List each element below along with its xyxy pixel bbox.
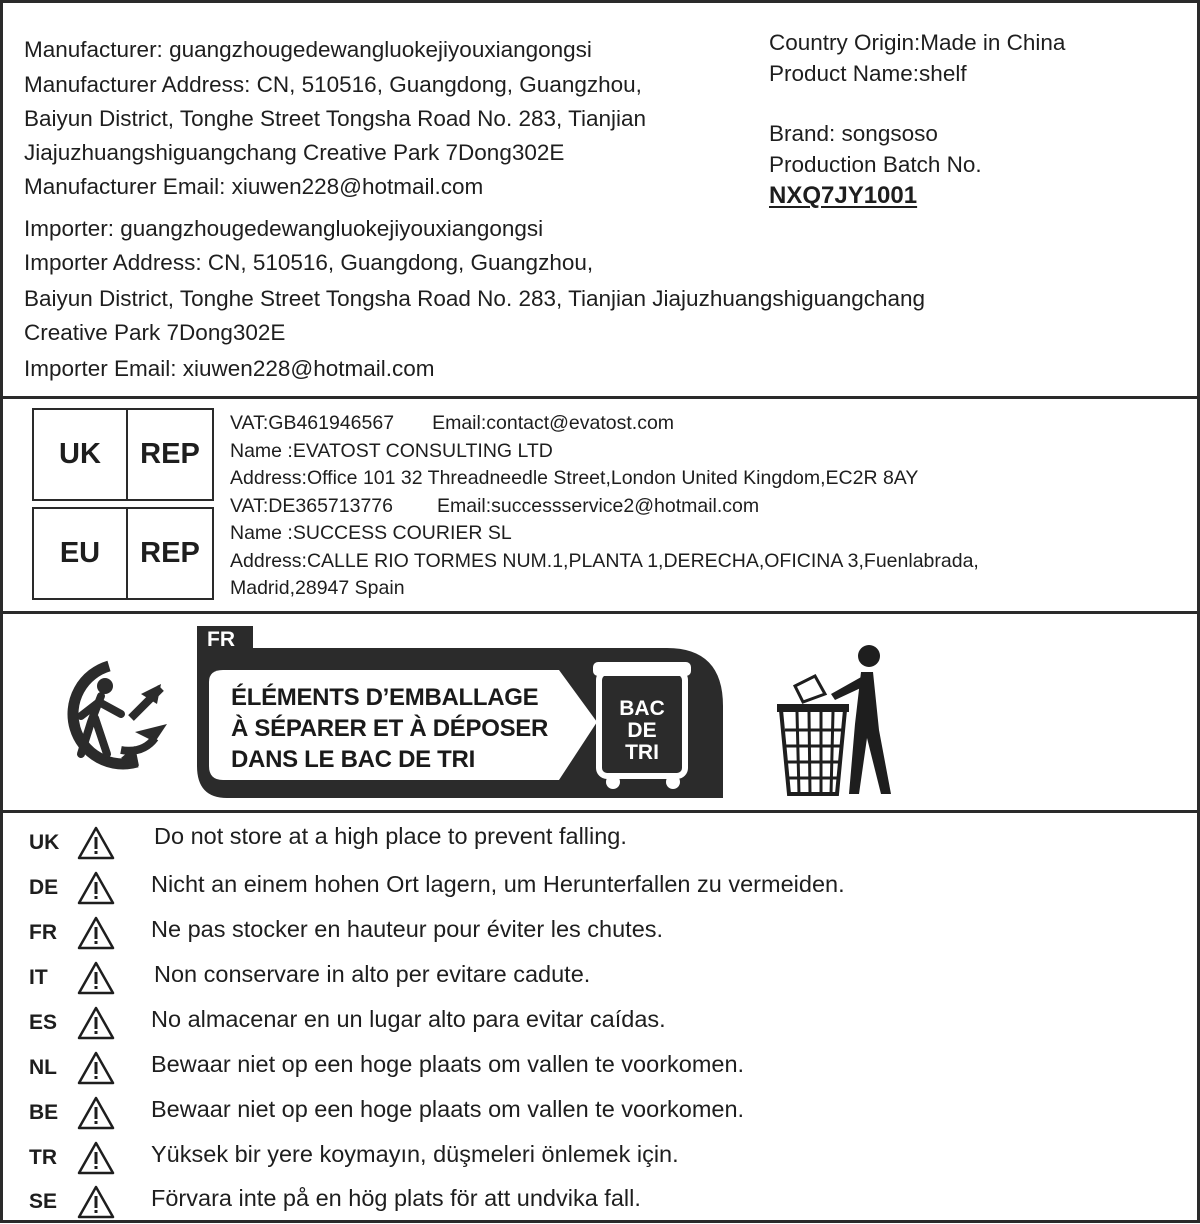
manufacturer-address-line: Baiyun District, Tonghe Street Tongsha Road No. 283, Tianjian [24, 106, 647, 131]
importer-address-line: Baiyun District, Tonghe Street Tongsha Road No. 283, Tianjian Jiajuzhuangshiguangchang [24, 286, 926, 311]
manufacturer-email: Manufacturer Email: xiuwen228@hotmail.com [24, 174, 484, 199]
warning-text: No almacenar en un lugar alto para evitar caídas. [151, 1006, 666, 1032]
warning-triangle-icon [76, 915, 116, 951]
triman-line: À SÉPARER ET À DÉPOSER [231, 715, 549, 742]
warning-text: Nicht an einem hohen Ort lagern, um Herunterfallen zu vermeiden. [151, 871, 845, 897]
eu-region-label: EU [34, 509, 128, 598]
warning-text: Förvara inte på en hög plats för att undvika fall. [151, 1185, 641, 1211]
eu-address: Address:CALLE RIO TORMES NUM.1,PLANTA 1,DERECHA,OFICINA 3,Fuenlabrada, [230, 549, 979, 572]
warning-lang: FR [29, 921, 57, 944]
bin-word: BAC [619, 697, 665, 720]
uk-email: Email:contact@evatost.com [432, 412, 675, 434]
manufacturer-name: Manufacturer: guangzhougedewangluokejiyouxiangongsi [24, 37, 592, 62]
warning-lang: TR [29, 1146, 57, 1169]
eu-rep-box [32, 507, 214, 600]
warning-row [3, 864, 1197, 910]
batch-label: Production Batch No. [769, 152, 982, 177]
uk-vat: VAT:GB461946567 [230, 412, 395, 434]
eu-address-line-2: Madrid,28947 Spain [230, 577, 405, 599]
eu-rep-label: REP [140, 537, 200, 569]
uk-rep-box [32, 408, 214, 501]
warning-triangle-icon [76, 1005, 116, 1041]
warning-row [3, 819, 1197, 865]
brand: Brand: songsoso [769, 121, 938, 146]
uk-name: Name :EVATOST CONSULTING LTD [230, 439, 553, 462]
warning-row [3, 999, 1197, 1045]
importer-address-line: Importer Address: CN, 510516, Guangdong, Guangzhou, [24, 250, 594, 275]
warning-triangle-icon [76, 1050, 116, 1086]
importer-address-line: Creative Park 7Dong302E [24, 320, 286, 345]
manufacturer-address-line: Manufacturer Address: CN, 510516, Guangdong, Guangzhou, [24, 72, 642, 97]
warning-triangle-icon [76, 1184, 116, 1220]
manufacturer-section [3, 3, 1197, 399]
warning-text: Non conservare in alto per evitare cadute. [154, 961, 591, 987]
warnings-section [3, 813, 1197, 1220]
triman-text [231, 682, 548, 775]
warning-text: Ne pas stocker en hauteur pour éviter les chutes. [151, 916, 664, 942]
bin-word: DE [627, 719, 657, 742]
warning-lang: DE [29, 876, 59, 899]
eu-email: Email:successservice2@hotmail.com [436, 494, 760, 517]
warning-triangle-icon [76, 1140, 116, 1176]
warning-triangle-icon [76, 870, 116, 906]
country-origin: Country Origin:Made in China [769, 30, 1066, 55]
warning-row [3, 1178, 1197, 1224]
warning-text: Bewaar niet op een hoge plaats om vallen te voorkomen. [151, 1096, 745, 1122]
eu-vat: VAT:DE365713776 [230, 494, 393, 517]
warning-triangle-icon [76, 960, 116, 996]
warning-text: Do not store at a high place to prevent falling. [154, 823, 627, 849]
warning-lang: UK [29, 831, 60, 854]
product-info-block [769, 27, 1065, 211]
warning-lang: IT [29, 966, 48, 989]
warning-lang: ES [29, 1011, 58, 1034]
uk-region-label: UK [34, 410, 128, 499]
manufacturer-address-line: Jiajuzhuangshiguangchang Creative Park 7Dong302E [24, 140, 565, 165]
uk-address: Address:Office 101 32 Threadneedle Street,London United Kingdom,EC2R 8AY [230, 467, 919, 489]
recycling-section [3, 614, 1197, 813]
warning-lang: BE [29, 1101, 59, 1124]
warning-row [3, 1089, 1197, 1135]
warning-lang: NL [29, 1056, 57, 1079]
bin-word: TRI [625, 741, 659, 764]
product-name: Product Name:shelf [769, 61, 967, 86]
batch-number: NXQ7JY1001 [769, 182, 918, 209]
uk-rep-label: REP [140, 438, 200, 470]
warning-triangle-icon [76, 825, 116, 861]
representatives-section [3, 399, 1197, 614]
tidyman-disposal-icon [773, 634, 913, 799]
warning-text: Yüksek bir yere koymayın, düşmeleri önlemek için. [151, 1141, 679, 1167]
eu-name: Name :SUCCESS COURIER SL [230, 522, 512, 544]
warning-text: Bewaar niet op een hoge plaats om vallen te voorkomen. [151, 1051, 745, 1077]
warning-row [3, 1044, 1197, 1090]
bin-text [614, 698, 670, 764]
triman-line: DANS LE BAC DE TRI [231, 746, 475, 773]
warning-row [3, 954, 1197, 1000]
importer-email: Importer Email: xiuwen228@hotmail.com [24, 356, 435, 381]
rep-details [230, 410, 979, 603]
warning-row [3, 909, 1197, 955]
warning-row [3, 1134, 1197, 1180]
triman-fr-tag: FR [207, 628, 235, 651]
warning-lang: SE [29, 1190, 58, 1213]
triman-line: ÉLÉMENTS D’EMBALLAGE [231, 684, 539, 711]
warning-triangle-icon [76, 1095, 116, 1131]
triman-recycle-icon [51, 658, 183, 770]
importer-name: Importer: guangzhougedewangluokejiyouxiangongsi [24, 216, 544, 241]
